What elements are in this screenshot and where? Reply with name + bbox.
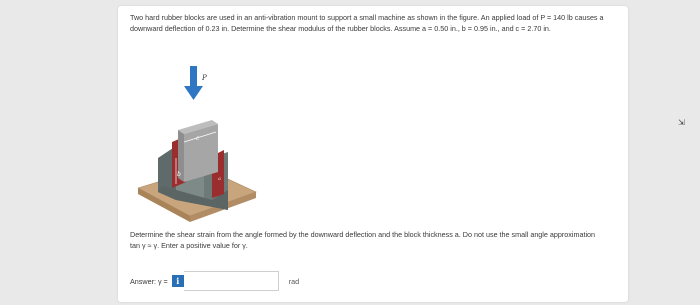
dim-b-label: b <box>177 171 181 178</box>
mouse-cursor-icon: ⇲ <box>678 118 685 127</box>
info-icon[interactable]: i <box>172 275 184 287</box>
dim-c-label: c <box>196 135 200 142</box>
load-label: P <box>202 74 207 82</box>
unit-label: rad <box>288 276 300 286</box>
answer-label: Answer: γ = <box>130 276 168 286</box>
answer-input[interactable] <box>184 271 279 291</box>
problem-statement: Two hard rubber blocks are used in an anti-vibration mount to support a small machine as shown in the figure. An applied load of P = 140 lb causes a downward deflection of 0.23 in. Determine the shear modulus of the rubber blocks. Assume a = 0.50 in., b = 0.95 in., and c = 2.70 in. <box>130 13 604 33</box>
problem-card <box>118 6 628 302</box>
load-arrow-icon <box>184 66 203 100</box>
mount-figure <box>132 60 262 230</box>
question-text: Determine the shear strain from the angle formed by the downward deflection and the block thickness a. Do not use the small angle approximation tan γ ≈ γ. Enter a positive value for γ. <box>130 230 596 250</box>
answer-row <box>130 271 299 291</box>
dim-a-label: a <box>218 176 221 182</box>
